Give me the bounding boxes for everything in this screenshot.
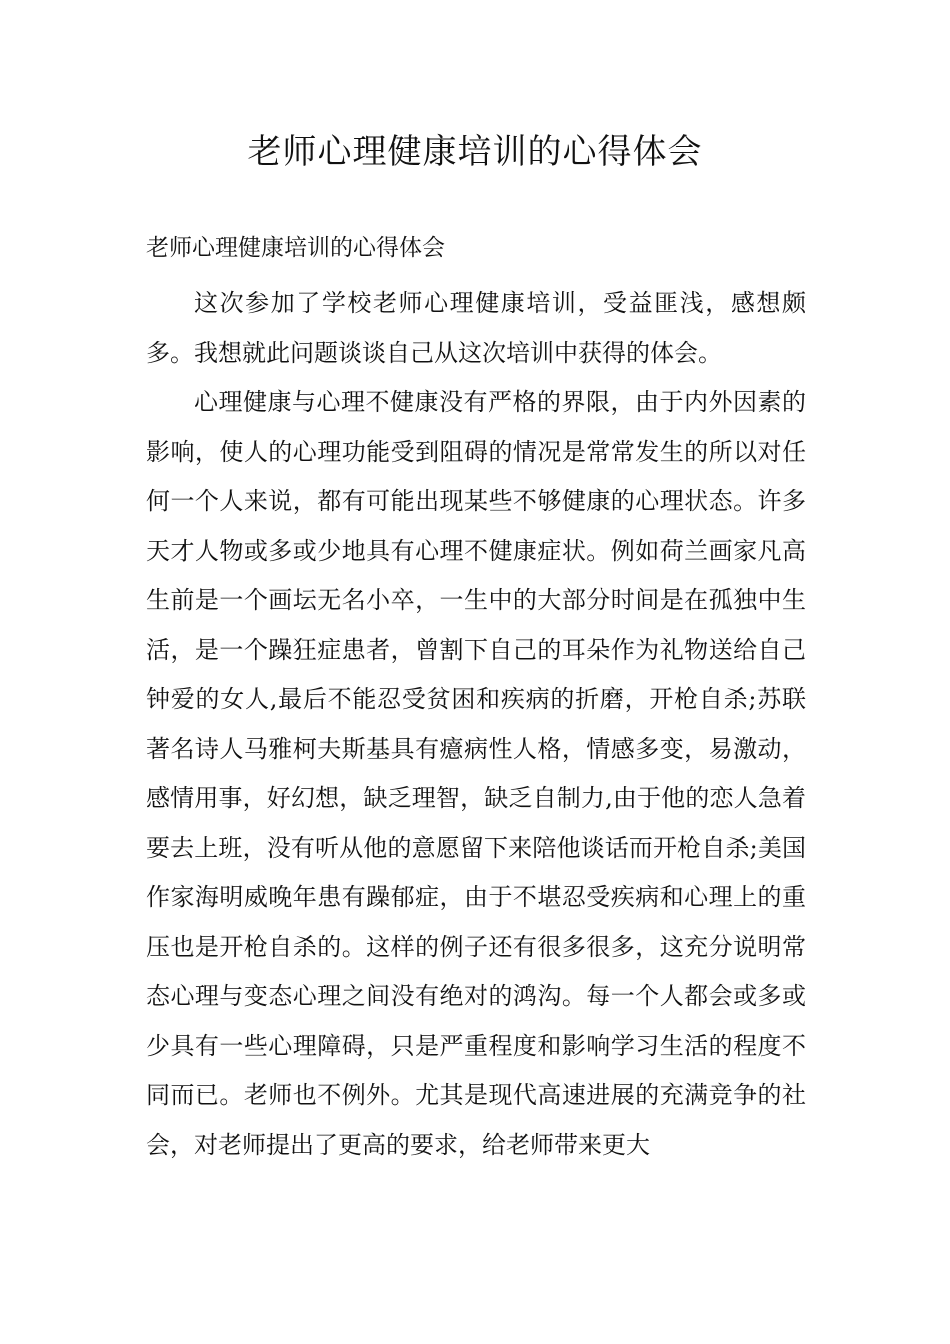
document-subtitle: 老师心理健康培训的心得体会 [146,235,445,261]
paragraph-1: 这次参加了学校老师心理健康培训，受益匪浅，感想颇多。我想就此问题谈谈自己从这次培训中获得的体会。 [146,289,806,367]
document-title: 老师心理健康培训的心得体会 [247,132,703,172]
paragraph-2: 心理健康与心理不健康没有严格的界限，由于内外因素的影响，使人的心理功能受到阻碍的情况是常常发生的所以对任何一个人来说，都有可能出现某些不够健康的心理状态。许多天才人物或多或少地具有心理不健康症状。例如荷兰画家凡高生前是一个画坛无名小卒，一生中的大部分时间是在孤独中生活，是一个躁狂症患者，曾割下自己的耳朵作为礼物送给自己钟爱的女人,最后不能忍受贫困和疾病的折磨，开枪自杀;苏联著名诗人马雅柯夫斯基具有癔病性人格，情感多变，易激动，感情用事，好幻想，缺乏理智，缺乏自制力,由于他的恋人急着要去上班，没有听从他的意愿留下来陪他谈话而开枪自杀;美国作家海明威晚年患有躁郁症，由于不堪忍受疾病和心理上的重压也是开枪自杀的。这样的例子还有很多很多，这充分说明常态心理与变态心理之间没有绝对的鸿沟。每一个人都会或多或少具有一些心理障碍，只是严重程度和影响学习生活的程度不同而已。老师也不例外。尤其是现代高速进展的充满竞争的社会，对老师提出了更高的要求，给老师带来更大 [146,388,806,1159]
document-body [146,279,806,1170]
